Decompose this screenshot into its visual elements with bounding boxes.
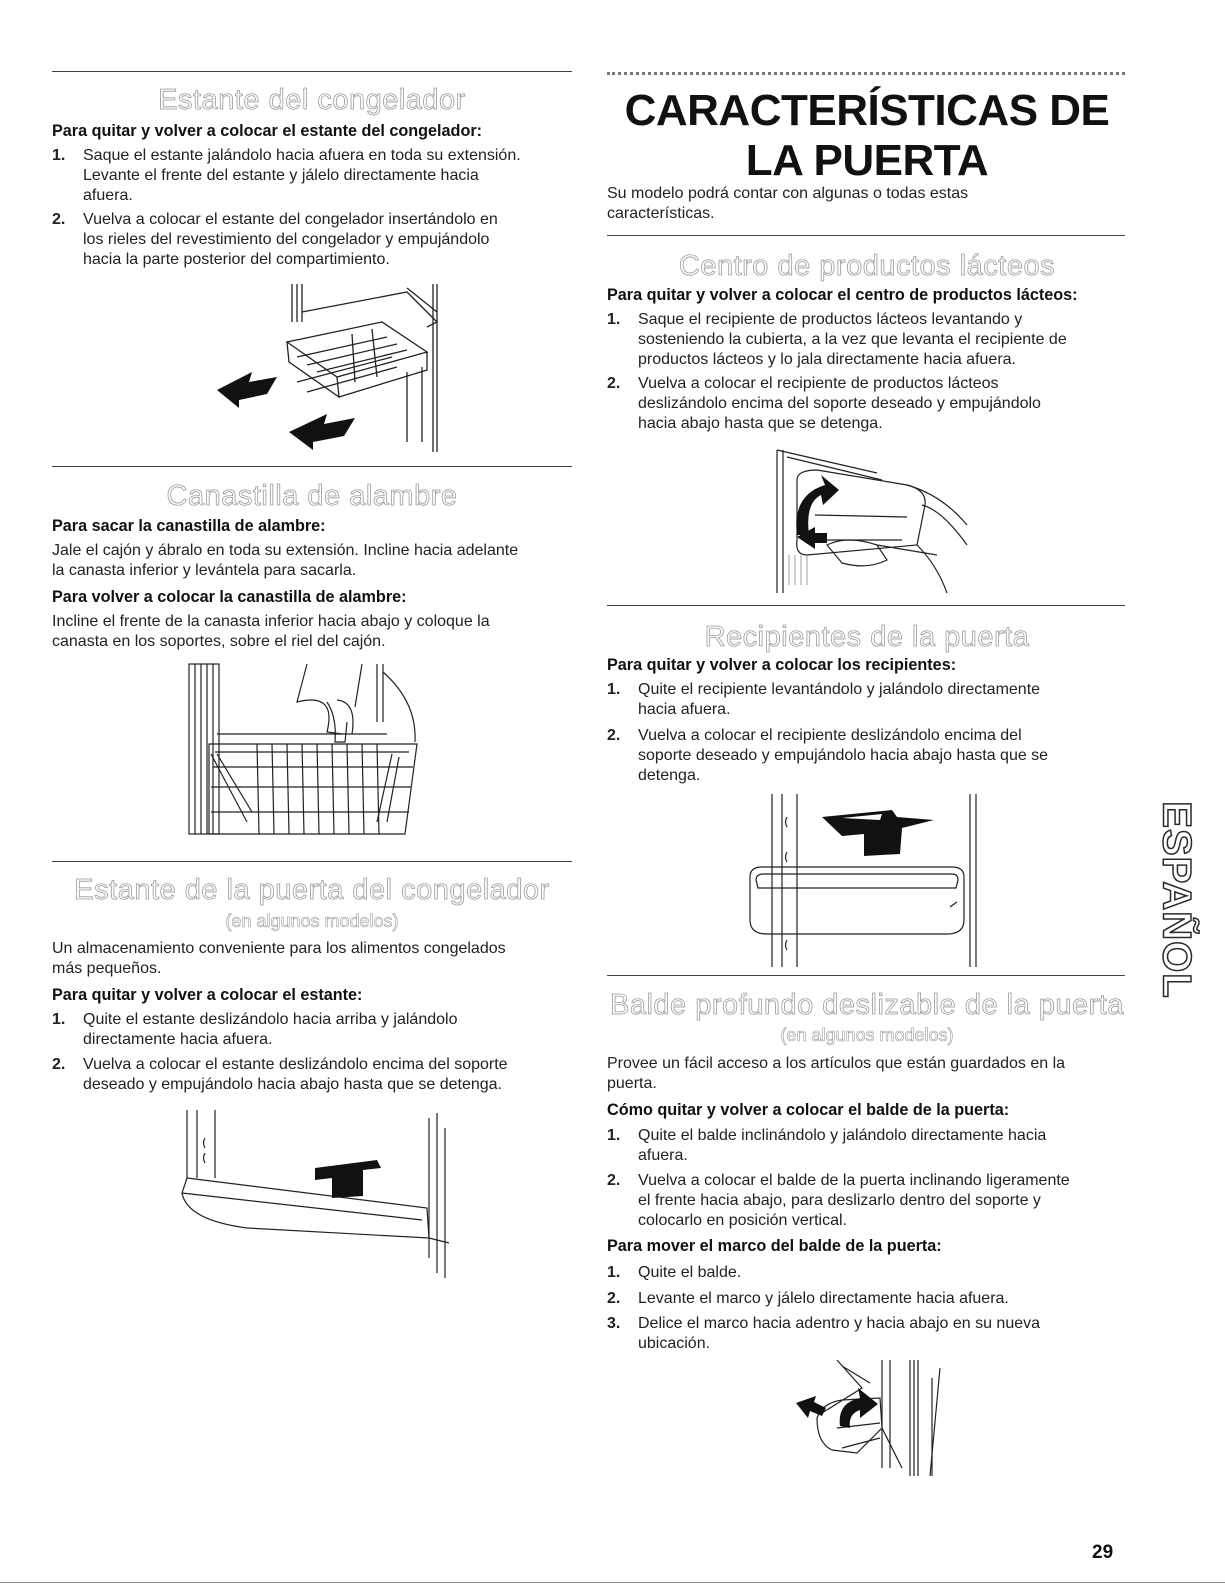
section-divider xyxy=(607,605,1125,606)
door-bins-illustration xyxy=(742,792,982,970)
section-divider xyxy=(52,861,572,862)
wire-basket-heading-replace: Para volver a colocar la canastilla de alambre: xyxy=(52,588,407,606)
page-title: CARACTERÍSTICAS DE LA PUERTA xyxy=(624,86,1110,185)
deep-bin-illustration xyxy=(782,1358,952,1478)
page-number: 29 xyxy=(1092,1542,1114,1563)
door-bins-title: Recipientes de la puerta xyxy=(704,621,1030,653)
freezer-door-shelf-illustration xyxy=(167,1108,457,1283)
deep-bin-title: Balde profundo deslizable de la puerta xyxy=(610,989,1124,1021)
deep-bin-intro: Provee un fácil acceso a los artículos que están guardados en la puerta. xyxy=(607,1055,1066,1092)
dairy-center-heading: Para quitar y volver a colocar el centro de productos lácteos: xyxy=(607,286,1078,304)
freezer-door-shelf-title: Estante de la puerta del congelador xyxy=(74,874,550,906)
wire-basket-illustration xyxy=(187,662,427,842)
language-label: ESPAÑOL xyxy=(1154,801,1199,999)
freezer-shelf-illustration xyxy=(197,282,457,462)
section-divider xyxy=(52,466,572,467)
deep-bin-heading-remove: Cómo quitar y volver a colocar el balde de la puerta: xyxy=(607,1101,1010,1119)
page-bottom-edge xyxy=(0,1582,1225,1583)
deep-bin-subtitle: (en algunos modelos) xyxy=(780,1025,954,1045)
wire-basket-paragraph-remove: Jale el cajón y ábralo en toda su extensión. Incline hacia adelante la canasta inferior y levántela para sacarla. xyxy=(52,542,519,579)
dairy-center-illustration xyxy=(767,445,977,595)
freezer-shelf-title: Estante del congelador xyxy=(158,84,466,116)
section-divider xyxy=(607,72,1125,75)
deep-bin-heading-frame: Para mover el marco del balde de la puerta: xyxy=(607,1237,942,1255)
freezer-door-shelf-heading: Para quitar y volver a colocar el estante: xyxy=(52,986,363,1004)
wire-basket-title: Canastilla de alambre xyxy=(166,480,458,512)
section-divider xyxy=(607,235,1125,236)
freezer-door-shelf-subtitle: (en algunos modelos) xyxy=(225,911,399,931)
section-divider xyxy=(607,975,1125,976)
door-bins-heading: Para quitar y volver a colocar los recipientes: xyxy=(607,656,957,674)
freezer-door-shelf-intro: Un almacenamiento conveniente para los alimentos congelados más pequeños. xyxy=(52,940,506,977)
wire-basket-paragraph-replace: Incline el frente de la canasta inferior hacia abajo y coloque la canasta en los soportes, sobre el riel del cajón. xyxy=(52,613,490,650)
section-divider xyxy=(52,71,572,72)
language-side-tab xyxy=(1150,801,1202,999)
dairy-center-title: Centro de productos lácteos xyxy=(678,250,1056,282)
wire-basket-heading-remove: Para sacar la canastilla de alambre: xyxy=(52,517,326,535)
door-features-intro: Su modelo podrá contar con algunas o todas estas características. xyxy=(607,185,969,222)
freezer-shelf-heading: Para quitar y volver a colocar el estante del congelador: xyxy=(52,122,483,140)
